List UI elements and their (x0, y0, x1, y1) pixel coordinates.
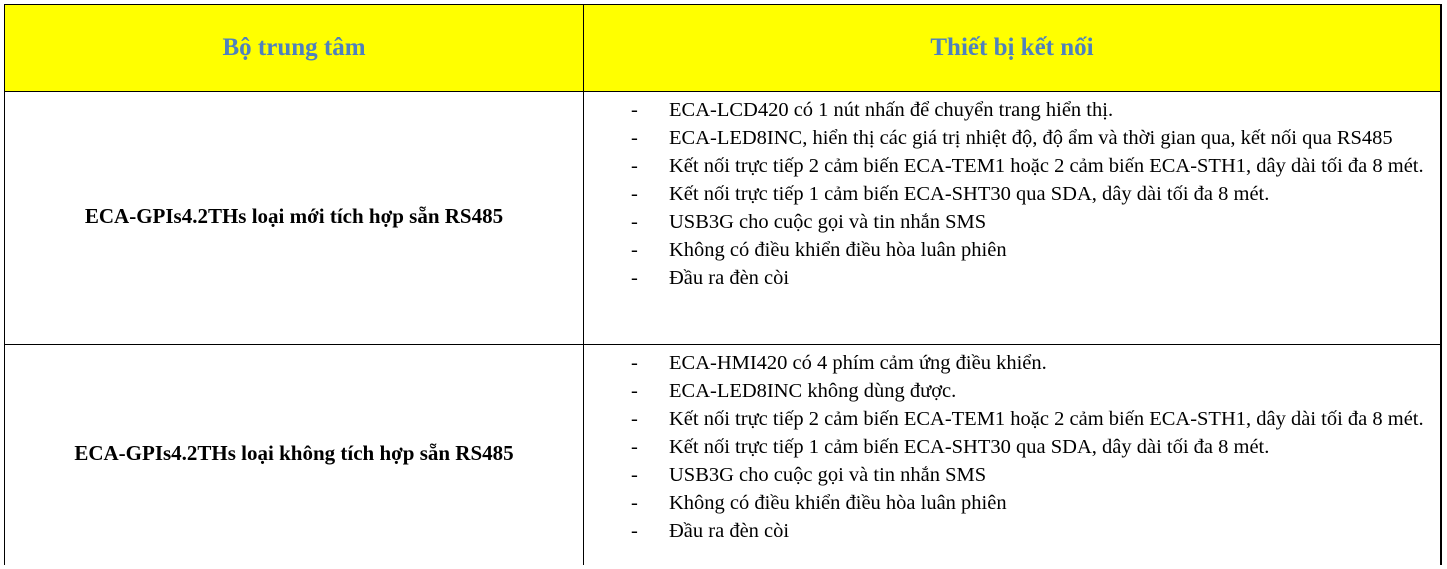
list-item-text: ECA-LCD420 có 1 nút nhấn để chuyển trang hiển thị. (669, 99, 1114, 121)
bullet-dash: - (631, 99, 638, 121)
bullet-dash: - (631, 267, 638, 289)
bullet-dash: - (631, 155, 638, 177)
list-item (584, 96, 1440, 124)
header-central-unit-label: Bộ trung tâm (222, 34, 366, 61)
row-2-feature-list (584, 345, 1440, 545)
row-1-feature-list (584, 92, 1440, 292)
list-item-text: ECA-LED8INC không dùng được. (669, 380, 957, 402)
bullet-dash: - (631, 436, 638, 458)
list-item-text: Đầu ra đèn còi (669, 267, 790, 289)
row-1-device-cell (5, 92, 583, 344)
list-item-text: ECA-HMI420 có 4 phím cảm ứng điều khiển. (669, 352, 1047, 374)
row-1-device-name: ECA-GPIs4.2THs loại mới tích hợp sẵn RS485 (84, 203, 504, 228)
row-1-features-cell (584, 92, 1440, 344)
header-connected-devices-label: Thiết bị kết nối (930, 34, 1094, 61)
list-item-text: USB3G cho cuộc gọi và tin nhắn SMS (669, 211, 987, 233)
bullet-dash: - (631, 520, 638, 542)
list-item-text: Đầu ra đèn còi (669, 520, 790, 542)
list-item (584, 517, 1440, 545)
list-item (584, 377, 1440, 405)
comparison-table (4, 4, 1442, 565)
header-central-unit (5, 5, 583, 91)
bullet-dash: - (631, 239, 638, 261)
list-item-text: Không có điều khiển điều hòa luân phiên (669, 239, 1007, 261)
bullet-dash: - (631, 380, 638, 402)
bullet-dash: - (631, 211, 638, 233)
list-item-text: Kết nối trực tiếp 1 cảm biến ECA-SHT30 qua SDA, dây dài tối đa 8 mét. (669, 183, 1270, 205)
list-item (584, 264, 1440, 292)
list-item (584, 433, 1440, 461)
bullet-dash: - (631, 183, 638, 205)
header-connected-devices (584, 5, 1440, 91)
list-item (584, 124, 1440, 152)
bullet-dash: - (631, 408, 638, 430)
list-item (584, 461, 1440, 489)
list-item (584, 180, 1440, 208)
list-item-text: Kết nối trực tiếp 2 cảm biến ECA-TEM1 hoặc 2 cảm biến ECA-STH1, dây dài tối đa 8 mét. (669, 408, 1424, 430)
list-item-text: Kết nối trực tiếp 2 cảm biến ECA-TEM1 hoặc 2 cảm biến ECA-STH1, dây dài tối đa 8 mét. (669, 155, 1424, 177)
bullet-dash: - (631, 352, 638, 374)
list-item (584, 152, 1440, 180)
list-item (584, 208, 1440, 236)
row-2-device-name: ECA-GPIs4.2THs loại không tích hợp sẵn RS485 (74, 440, 514, 465)
row-2-features-cell (584, 345, 1440, 565)
bullet-dash: - (631, 464, 638, 486)
row-2-device-cell (5, 345, 583, 565)
list-item-text: USB3G cho cuộc gọi và tin nhắn SMS (669, 464, 987, 486)
list-item-text: ECA-LED8INC, hiển thị các giá trị nhiệt độ, độ ẩm và thời gian qua, kết nối qua RS485 (669, 127, 1393, 149)
list-item (584, 349, 1440, 377)
bullet-dash: - (631, 127, 638, 149)
list-item (584, 236, 1440, 264)
list-item (584, 405, 1440, 433)
list-item (584, 489, 1440, 517)
bullet-dash: - (631, 492, 638, 514)
list-item-text: Không có điều khiển điều hòa luân phiên (669, 492, 1007, 514)
list-item-text: Kết nối trực tiếp 1 cảm biến ECA-SHT30 qua SDA, dây dài tối đa 8 mét. (669, 436, 1270, 458)
